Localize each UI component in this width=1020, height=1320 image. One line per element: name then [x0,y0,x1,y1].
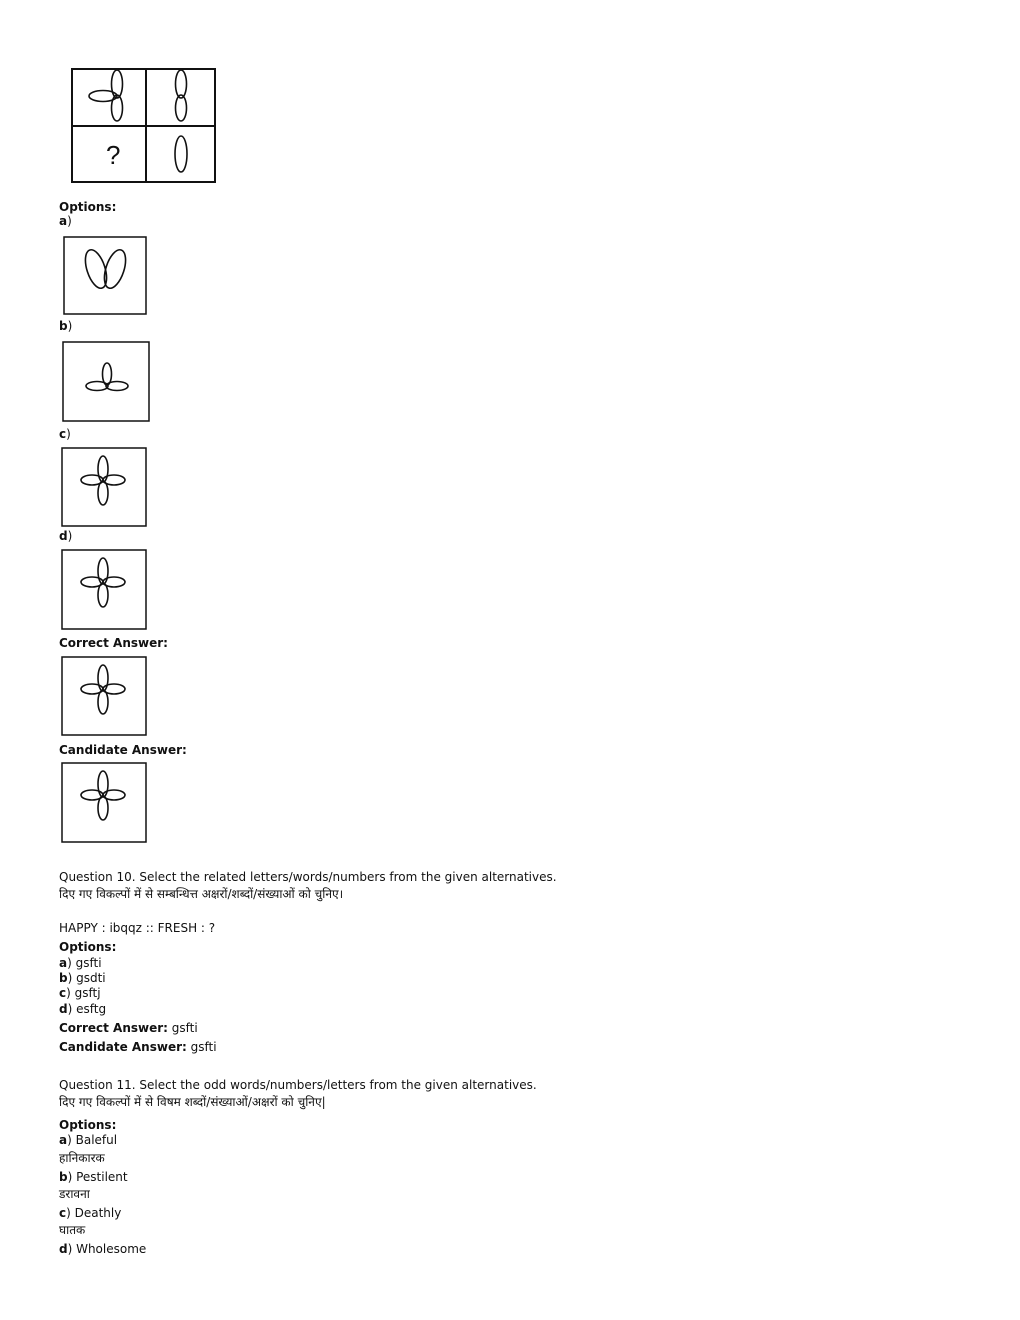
options-label: Options: [59,200,117,214]
question-mark: ? [106,140,121,170]
question-11-text: Question 11. Select the odd words/numbers/letters from the given alternatives. [59,1078,537,1092]
option-text: ) Baleful [67,1133,118,1147]
option-key: d [59,1002,68,1016]
correct-answer-label: Correct Answer: [59,636,168,650]
figure-two-petals [176,70,187,121]
option-b-figure[interactable] [62,341,150,422]
option-d-figure[interactable] [61,549,147,630]
option-key: a [59,956,68,970]
option-key: c [59,427,67,441]
question-figure-grid [71,68,217,184]
option-d-label[interactable] [59,529,72,544]
question-11-option-c-hindi: घातक [59,1223,86,1237]
question-10-option-d[interactable] [59,1001,106,1017]
question-10-text-hindi: दिए गए विकल्पों में से सम्बन्धित्त अक्षरों/शब्दों/संख्याओं को चुनिए। [59,887,344,901]
question-10-text: Question 10. Select the related letters/words/numbers from the given alternatives. [59,870,557,884]
option-text: ) esftg [67,1002,107,1016]
option-paren: ) [67,529,73,543]
candidate-answer-label: Candidate Answer: [59,743,187,757]
question-11-option-a-hindi: हानिकारक [59,1151,105,1165]
question-10-option-c[interactable] [59,985,101,1001]
candidate-answer-figure [61,762,147,843]
figure-one-petal [175,136,187,172]
option-key: c [59,986,67,1000]
option-c-figure[interactable] [61,447,147,527]
correct-answer-label: Correct Answer: [59,1021,168,1035]
candidate-answer-label: Candidate Answer: [59,1040,187,1054]
figure-three-petals [89,70,123,121]
option-key: b [59,971,68,985]
correct-answer-figure [61,656,147,736]
question-10-option-a[interactable] [59,955,102,971]
question-10-option-b[interactable] [59,970,106,986]
option-text: ) gsfti [67,956,102,970]
option-key: a [59,1133,68,1147]
option-key: d [59,1242,68,1256]
option-a-label[interactable] [59,214,72,229]
option-c-label[interactable] [59,427,71,442]
option-text: ) Wholesome [67,1242,147,1256]
question-10-correct-answer [59,1020,198,1036]
option-paren: ) [67,319,73,333]
option-text: ) Pestilent [67,1170,128,1184]
option-text: ) gsftj [66,986,101,1000]
question-11-option-c[interactable] [59,1205,121,1221]
option-key: b [59,319,68,333]
option-paren: ) [67,214,72,228]
question-11-option-b-hindi: डरावना [59,1187,90,1201]
option-key: c [59,1206,67,1220]
question-10-options-label: Options: [59,940,117,954]
option-key: b [59,1170,68,1184]
question-11-option-b[interactable] [59,1169,128,1185]
question-11-option-d[interactable] [59,1241,146,1257]
question-10-candidate-answer [59,1039,217,1055]
option-a-figure[interactable] [63,236,147,315]
correct-answer-value: gsfti [167,1021,198,1035]
question-11-options-label: Options: [59,1118,117,1132]
candidate-answer-value: gsfti [186,1040,217,1054]
option-text: ) gsdti [67,971,106,985]
option-text: ) Deathly [66,1206,122,1220]
question-10-prompt: HAPPY : ibqqz :: FRESH : ? [59,921,216,935]
question-11-option-a[interactable] [59,1132,117,1148]
option-b-label[interactable] [59,319,72,334]
option-key: d [59,529,68,543]
option-paren: ) [66,427,71,441]
question-11-text-hindi: दिए गए विकल्पों में से विषम शब्दों/संख्याओं/अक्षरों को चुनिए| [59,1095,326,1109]
option-key: a [59,214,68,228]
